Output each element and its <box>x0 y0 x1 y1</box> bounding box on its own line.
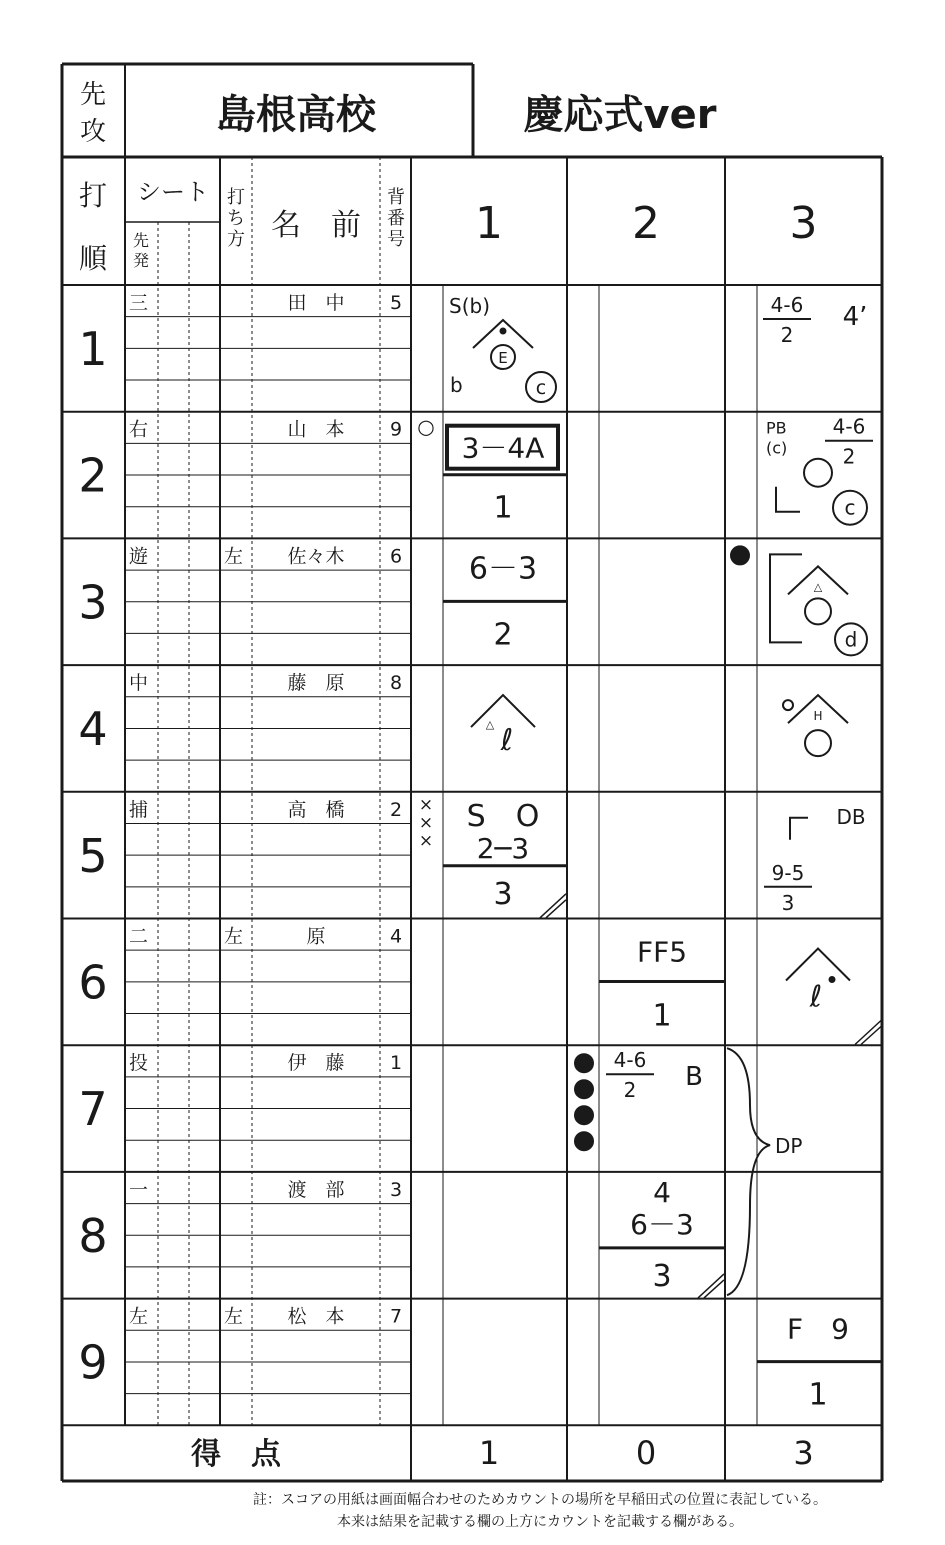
first-attack-label: 先 <box>79 80 107 110</box>
player-name: 松 本 <box>287 1305 345 1328</box>
slash-mark <box>855 1021 881 1045</box>
fraction-den: 2 <box>780 323 794 347</box>
out-number: 3 <box>493 876 513 912</box>
starter-header: 発 <box>132 251 150 270</box>
strike-mark: × <box>418 830 434 851</box>
play-text: FF5 <box>636 935 688 969</box>
home-label: H <box>813 709 823 724</box>
out-number: 3 <box>652 1258 672 1294</box>
filled-dot <box>575 1054 593 1072</box>
base-path-mark <box>790 818 808 840</box>
uniform-number: 5 <box>389 292 403 314</box>
uniform-number: 7 <box>389 1305 403 1328</box>
position-label: 捕 <box>129 798 149 821</box>
player-name: 田 中 <box>287 292 345 314</box>
inning-score-2: 0 <box>635 1434 657 1472</box>
bats-label: 左 <box>224 1305 244 1328</box>
base-path-mark <box>786 949 850 981</box>
team-name: 島根高校 <box>216 92 376 138</box>
number-header: 背 <box>387 187 405 208</box>
player-name: 藤 原 <box>287 672 345 695</box>
batting-order-number: 1 <box>78 322 108 376</box>
bats-header: 打 <box>227 187 245 208</box>
batting-order-number: 6 <box>78 955 108 1010</box>
fraction-num: 4-6 <box>613 1048 647 1073</box>
bats-label: 左 <box>224 545 244 568</box>
filled-dot <box>575 1106 593 1124</box>
uniform-number: 1 <box>389 1052 403 1075</box>
script-l: ℓ <box>500 723 514 759</box>
out-number: 1 <box>808 1377 828 1413</box>
first-attack-label: 攻 <box>79 117 107 147</box>
batting-order-header: 順 <box>78 242 108 275</box>
dot-mark <box>501 329 506 334</box>
fraction-den: 2 <box>623 1078 637 1103</box>
footnote-line-1: 註：スコアの用紙は画面幅合わせのためカウントの場所を早稲田式の位置に表記している。 <box>253 1492 827 1508</box>
fraction-num: 9-5 <box>771 860 805 885</box>
name-header: 名 前 <box>271 208 361 243</box>
player-name: 原 <box>306 925 326 948</box>
slash-mark <box>540 894 566 918</box>
double-play-label: DP <box>775 1134 803 1159</box>
batting-order-header: 打 <box>78 179 108 212</box>
dot-mark <box>830 977 835 982</box>
error-label: E <box>498 349 508 367</box>
play-text: PB <box>766 418 787 438</box>
script-l: ℓ <box>809 979 823 1015</box>
run-triangle: △ <box>813 580 823 594</box>
bats-header: ち <box>227 208 245 229</box>
batting-order-number: 2 <box>78 448 108 503</box>
play-text: DB <box>836 804 866 829</box>
run-triangle: △ <box>485 718 495 732</box>
count-label: c <box>844 495 856 520</box>
player-name: 渡 部 <box>287 1178 345 1201</box>
number-header: 番 <box>387 208 405 229</box>
uniform-number: 4 <box>389 925 403 948</box>
position-label: 右 <box>129 418 149 441</box>
count-mark: ○ <box>417 414 435 439</box>
player-name: 山 本 <box>287 418 345 441</box>
uniform-number: 2 <box>389 798 403 821</box>
player-name: 佐々木 <box>287 545 345 568</box>
play-text: 3－4A <box>461 431 545 465</box>
fraction-num: 4-6 <box>770 293 804 317</box>
play-text: 6－3 <box>630 1207 694 1241</box>
inning-header-1: 1 <box>475 198 503 249</box>
position-label: 二 <box>129 925 149 948</box>
inning-header-2: 2 <box>632 198 660 249</box>
fraction-num: 4-6 <box>832 414 866 439</box>
out-number: 1 <box>652 998 672 1034</box>
fraction-den: 3 <box>781 890 795 915</box>
play-text: 6－3 <box>468 551 538 587</box>
count-label: c <box>535 377 547 399</box>
batting-order-number: 5 <box>78 828 108 883</box>
player-name: 高 橋 <box>287 798 345 821</box>
bats-header: 方 <box>227 229 245 250</box>
play-text: 4’ <box>842 302 868 332</box>
out-number: 1 <box>493 490 513 526</box>
play-text: 4 <box>653 1175 671 1209</box>
slash-mark <box>698 1274 724 1298</box>
batting-order-number: 8 <box>78 1208 108 1263</box>
runner-circle <box>804 459 832 487</box>
out-number: 2 <box>493 617 513 653</box>
starter-header: 先 <box>132 231 150 250</box>
filled-dot <box>731 546 749 564</box>
position-label: 三 <box>129 292 149 314</box>
uniform-number: 8 <box>389 672 403 695</box>
inning-score-1: 1 <box>478 1434 500 1472</box>
play-text: F 9 <box>787 1312 849 1346</box>
inning-header-3: 3 <box>789 198 818 249</box>
play-text: S O <box>466 798 540 834</box>
position-label: 遊 <box>129 545 149 568</box>
bats-label: 左 <box>224 925 244 948</box>
play-text: b <box>450 373 463 397</box>
position-label: 投 <box>129 1052 149 1075</box>
score-label: 得 点 <box>191 1437 281 1472</box>
uniform-number: 6 <box>389 545 403 568</box>
player-name: 伊 藤 <box>287 1052 345 1075</box>
base-path-mark <box>770 554 802 642</box>
base-path-mark <box>776 487 800 512</box>
position-label: 一 <box>129 1178 149 1201</box>
footnote-line-2: 本来は結果を記載する欄の上方にカウントを記載する欄がある。 <box>337 1514 743 1530</box>
small-circle <box>783 700 793 710</box>
batting-order-number: 9 <box>78 1335 108 1390</box>
strike-mark: × <box>418 794 434 815</box>
position-label: 左 <box>129 1305 149 1328</box>
batting-order-number: 3 <box>78 575 108 630</box>
runner-circle <box>805 598 831 624</box>
play-text: B <box>685 1062 703 1093</box>
play-text: S(b) <box>449 294 490 318</box>
batting-order-number: 4 <box>78 702 108 757</box>
play-text: (c) <box>766 438 788 458</box>
batting-order-number: 7 <box>78 1082 108 1137</box>
play-text: 2─3 <box>476 831 530 865</box>
number-header: 号 <box>387 229 405 250</box>
uniform-number: 9 <box>389 418 403 441</box>
uniform-number: 3 <box>389 1178 403 1201</box>
position-label: 中 <box>129 672 149 695</box>
strike-mark: × <box>418 812 434 833</box>
runner-circle <box>805 730 831 756</box>
seat-header: シート <box>137 178 209 206</box>
filled-dot <box>575 1080 593 1098</box>
filled-dot <box>575 1132 593 1150</box>
count-label: d <box>844 627 858 652</box>
fraction-den: 2 <box>842 444 856 469</box>
version-label: 慶応式ver <box>523 92 717 138</box>
inning-score-3: 3 <box>793 1434 814 1472</box>
